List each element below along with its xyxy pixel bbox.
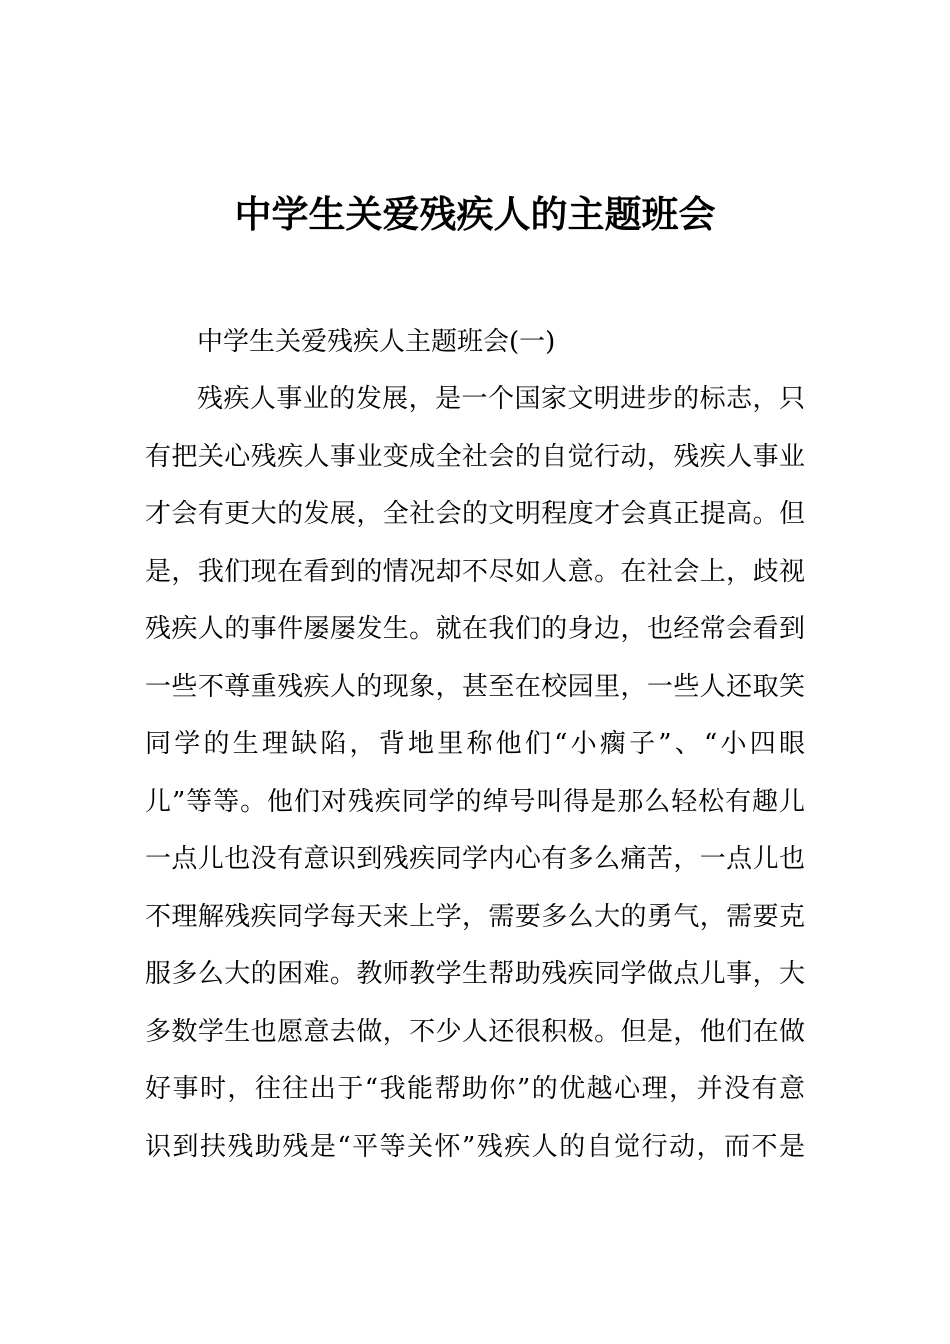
body-line: 识到扶残助残是“平等关怀”残疾人的自觉行动，而不是 xyxy=(145,1131,805,1162)
body-line: 才会有更大的发展，全社会的文明程度才会真正提高。但 xyxy=(145,499,805,529)
body-line: 同学的生理缺陷，背地里称他们“小瘸子”、“小四眼 xyxy=(145,729,805,759)
body-line: 残疾人的事件屡屡发生。就在我们的身边，也经常会看到 xyxy=(145,614,805,644)
body-line: 是，我们现在看到的情况却不尽如人意。在社会上，歧视 xyxy=(145,556,805,587)
body-text xyxy=(145,379,810,1184)
body-line: 好事时，往往出于“我能帮助你”的优越心理，并没有意 xyxy=(145,1074,805,1104)
section-subheading: 中学生关爱残疾人主题班会(一) xyxy=(197,327,556,357)
body-line: 残疾人事业的发展，是一个国家文明进步的标志，只 xyxy=(197,384,805,414)
body-line: 一些不尊重残疾人的现象，甚至在校园里，一些人还取笑 xyxy=(145,671,805,702)
body-line: 多数学生也愿意去做，不少人还很积极。但是，他们在做 xyxy=(145,1016,805,1047)
body-line: 儿”等等。他们对残疾同学的绰号叫得是那么轻松有趣儿 xyxy=(145,786,805,817)
body-line: 不理解残疾同学每天来上学，需要多么大的勇气，需要克 xyxy=(145,901,805,932)
document-title: 中学生关爱残疾人的主题班会 xyxy=(234,192,716,236)
body-line: 服多么大的困难。教师教学生帮助残疾同学做点儿事，大 xyxy=(145,959,805,989)
body-line: 有把关心残疾人事业变成全社会的自觉行动，残疾人事业 xyxy=(145,441,805,472)
body-line: 一点儿也没有意识到残疾同学内心有多么痛苦，一点儿也 xyxy=(145,844,805,874)
